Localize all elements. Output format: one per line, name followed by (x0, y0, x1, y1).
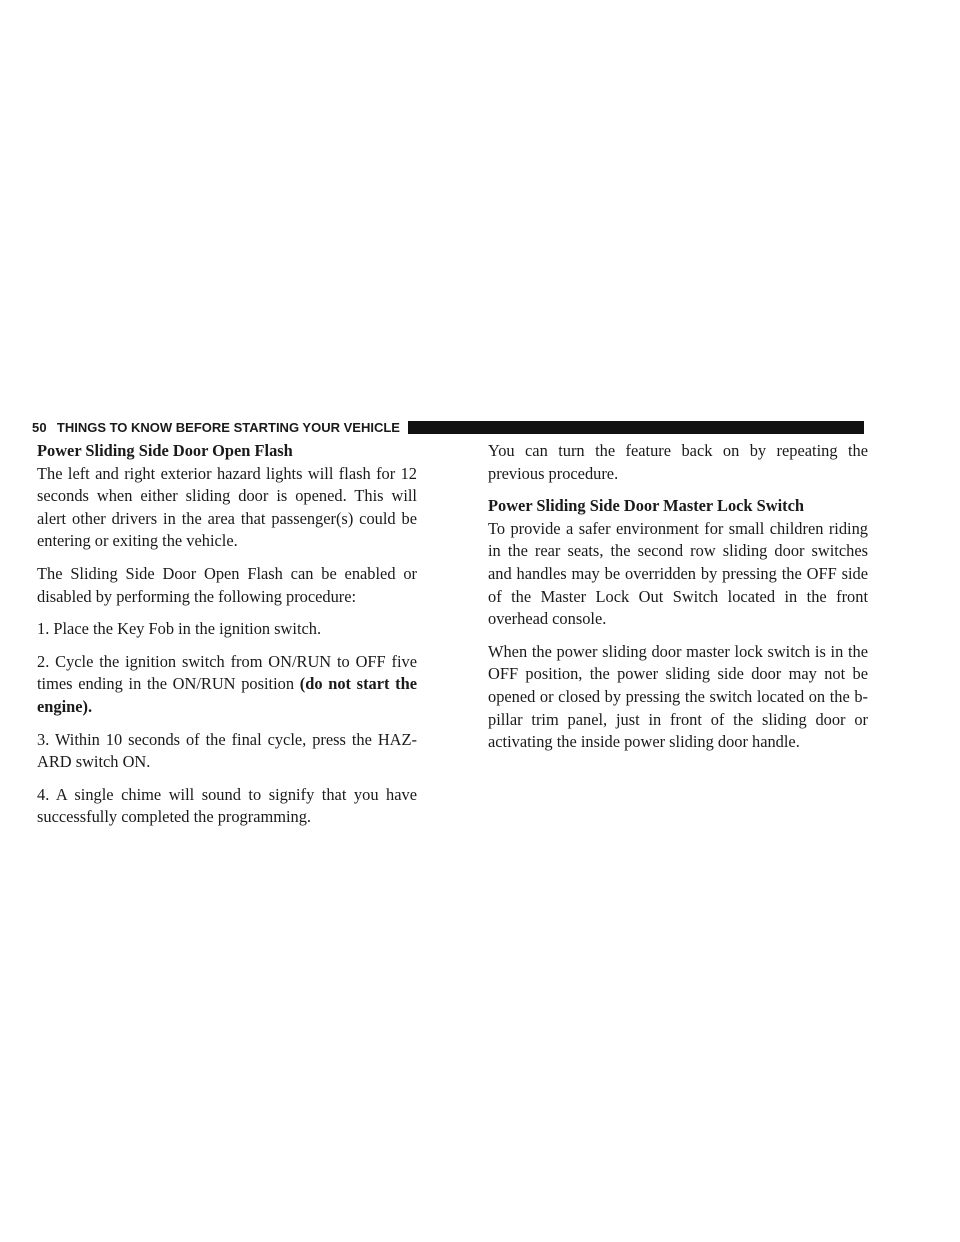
paragraph-enable-disable: The Sliding Side Door Open Flash can be enabled or disabled by performing the following procedure: (37, 563, 417, 606)
procedure-step-2 (37, 651, 417, 719)
section-heading-open-flash: Power Sliding Side Door Open Flash (37, 441, 293, 460)
page-header (32, 418, 864, 436)
page-number: 50 (32, 419, 47, 435)
paragraph-master-lock-off: When the power sliding door master lock switch is in the OFF position, the power sliding side door may not be opened or closed by pressing the switch located on the b-pillar trim panel, just in front of the sliding door or activating the inside power sliding door handle. (488, 641, 868, 752)
paragraph-master-lock-purpose: To provide a safer environment for small children riding in the rear seats, the second row sliding door switches and handles may be overridden by pressing the OFF side of the Master Lock Out Switch located in the front overhead console. (488, 518, 868, 629)
procedure-step-2-text: 2. Cycle the ignition switch from ON/RUN to OFF five times ending in the ON/RUN position (37, 651, 417, 694)
paragraph-turn-back-on: You can turn the feature back on by repeating the previous procedure. (488, 441, 868, 483)
paragraph-hazard-lights: The left and right exterior hazard lights will flash for 12 seconds when either sliding door is opened. This will alert other drivers in the area that passenger(s) could be entering or exiting the vehicle. (37, 463, 417, 551)
left-column (37, 440, 417, 839)
right-column (488, 440, 868, 764)
procedure-step-3: 3. Within 10 seconds of the final cycle, press the HAZ-ARD switch ON. (37, 729, 417, 772)
procedure-step-4: 4. A single chime will sound to signify that you have successfully completed the programming. (37, 784, 417, 827)
header-rule-bar (408, 421, 864, 434)
running-title: THINGS TO KNOW BEFORE STARTING YOUR VEHICLE (56, 419, 400, 435)
procedure-step-1: 1. Place the Key Fob in the ignition switch. (37, 619, 322, 639)
procedure-step-2-warning: (do not start the engine). (37, 674, 417, 716)
section-heading-master-lock: Power Sliding Side Door Master Lock Switch (488, 496, 804, 516)
